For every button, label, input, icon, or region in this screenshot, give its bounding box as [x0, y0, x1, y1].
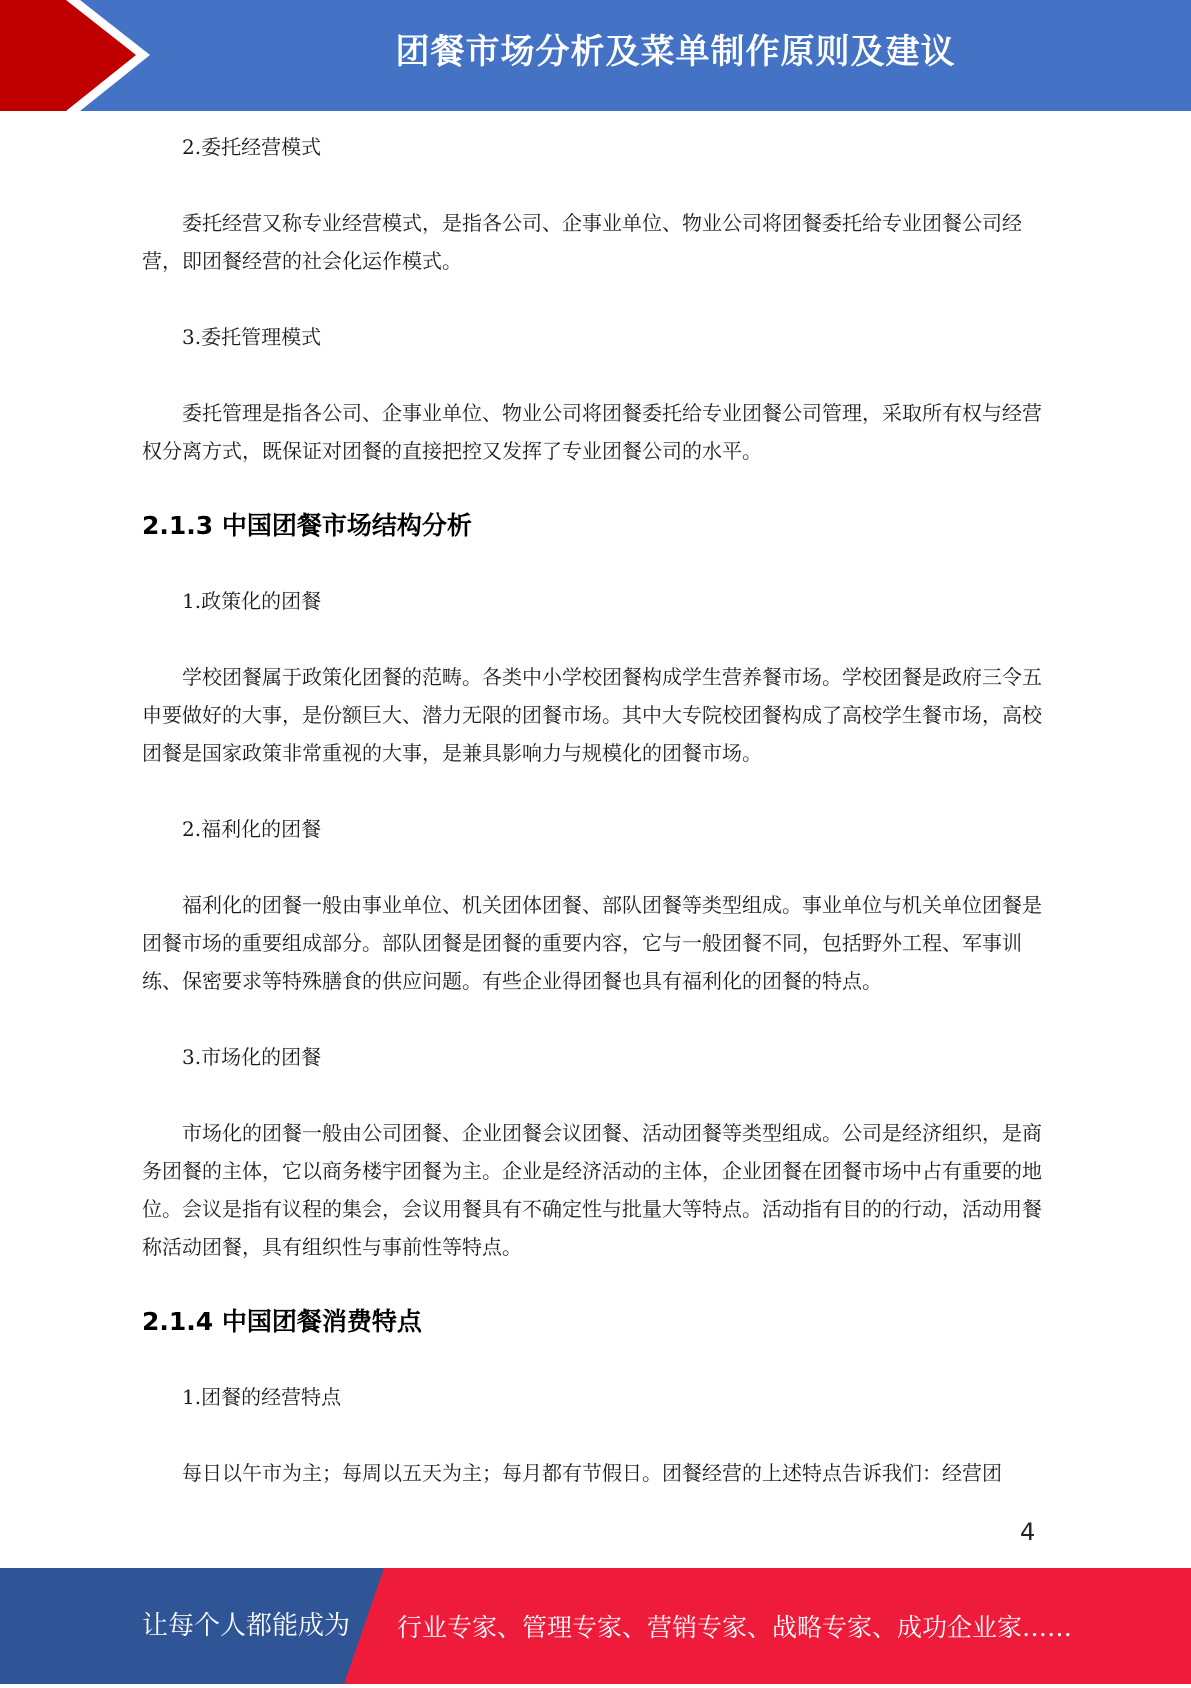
header-arrow-decoration: [0, 0, 160, 111]
paragraph: 市场化的团餐一般由公司团餐、企业团餐会议团餐、活动团餐等类型组成。公司是经济组织，是商务团餐的主体，它以商务楼宇团餐为主。企业是经济活动的主体，企业团餐在团餐市场中占有重要的地位。会议是指有议程的集会，会议用餐具有不确定性与批量大等特点。活动指有目的的行动，活动用餐称活动团餐，具有组织性与事前性等特点。: [142, 1121, 1042, 1259]
subsection-heading: 2.福利化的团餐: [182, 817, 322, 841]
document-title: 团餐市场分析及菜单制作原则及建议: [395, 32, 956, 72]
subsection-heading: 1.团餐的经营特点: [182, 1385, 342, 1409]
section-heading-2-1-4: 2.1.4 中国团餐消费特点: [142, 1307, 422, 1336]
paragraph: 委托管理是指各公司、企事业单位、物业公司将团餐委托给专业团餐公司管理，采取所有权与经营权分离方式，既保证对团餐的直接把控又发挥了专业团餐公司的水平。: [142, 401, 1042, 463]
page-number: 4: [1020, 1518, 1036, 1546]
page-header: [0, 0, 1191, 111]
document-body: [142, 128, 1045, 1492]
paragraph: 学校团餐属于政策化团餐的范畴。各类中小学校团餐构成学生营养餐市场。学校团餐是政府三令五申要做好的大事，是份额巨大、潜力无限的团餐市场。其中大专院校团餐构成了高校学生餐市场，高校团餐是国家政策非常重视的大事，是兼具影响力与规模化的团餐市场。: [142, 665, 1042, 765]
footer-slogan-left: 让每个人都能成为: [142, 1611, 351, 1641]
footer-slogan-right: 行业专家、管理专家、营销专家、战略专家、成功企业家……: [397, 1613, 1073, 1642]
subsection-heading: 2.委托经营模式: [182, 135, 322, 159]
subsection-heading: 3.委托管理模式: [182, 325, 322, 349]
paragraph: 每日以午市为主；每周以五天为主；每月都有节假日。团餐经营的上述特点告诉我们：经营团: [182, 1461, 1002, 1485]
subsection-heading: 1.政策化的团餐: [182, 589, 322, 613]
paragraph: 福利化的团餐一般由事业单位、机关团体团餐、部队团餐等类型组成。事业单位与机关单位团餐是团餐市场的重要组成部分。部队团餐是团餐的重要内容，它与一般团餐不同，包括野外工程、军事训练、保密要求等特殊膳食的供应问题。有些企业得团餐也具有福利化的团餐的特点。: [142, 893, 1042, 993]
page-footer: [0, 1568, 1191, 1684]
subsection-heading: 3.市场化的团餐: [182, 1045, 322, 1069]
paragraph: 委托经营又称专业经营模式，是指各公司、企事业单位、物业公司将团餐委托给专业团餐公司经营，即团餐经营的社会化运作模式。: [142, 211, 1022, 273]
section-heading-2-1-3: 2.1.3 中国团餐市场结构分析: [142, 511, 472, 540]
